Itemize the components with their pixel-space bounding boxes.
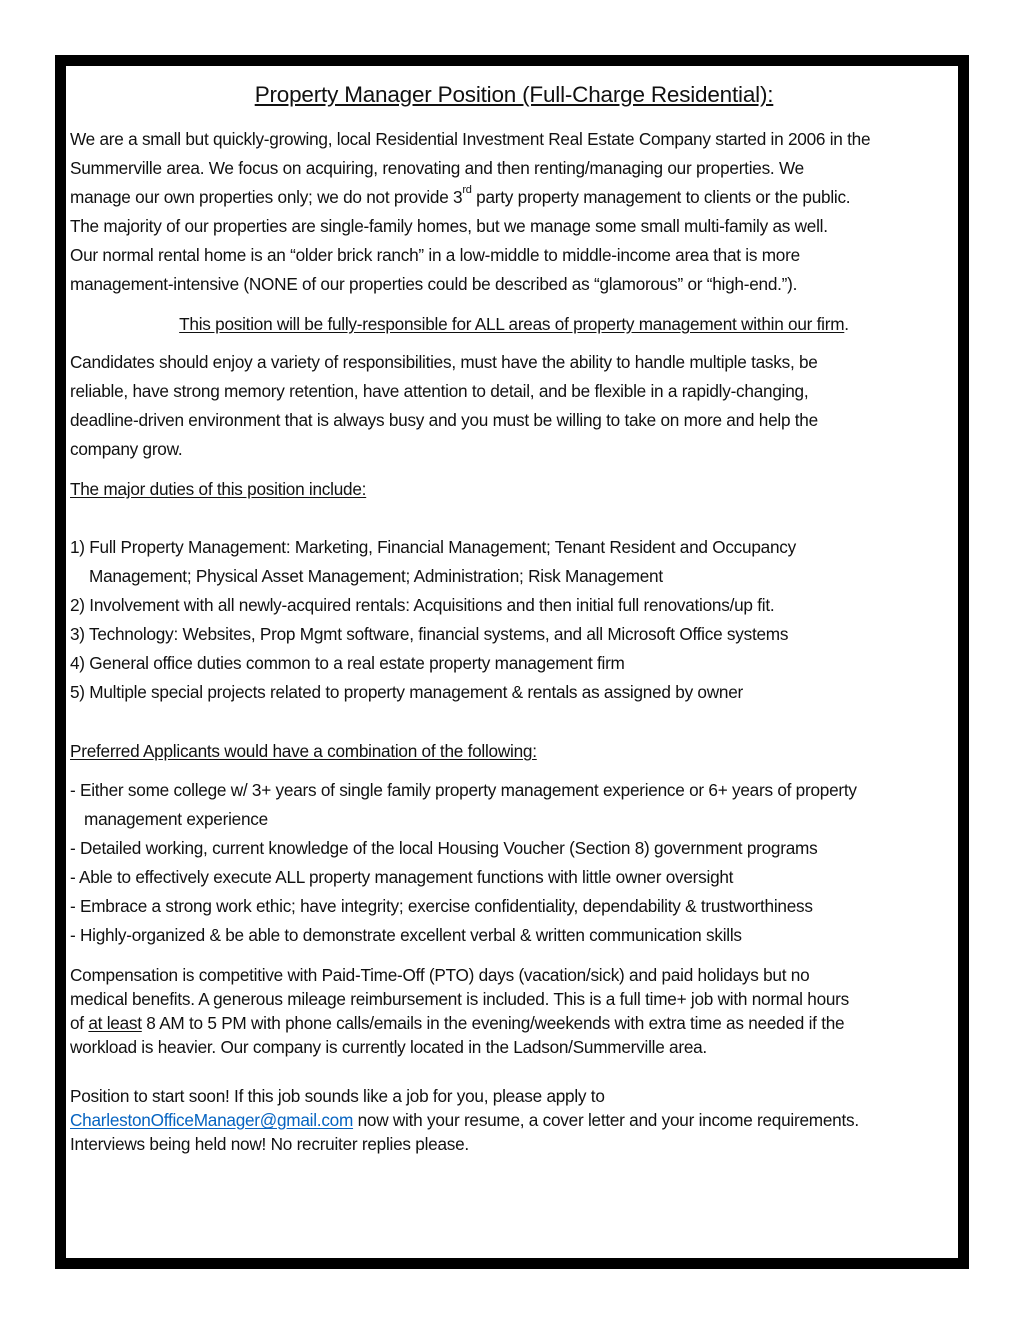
apply-line-1: Position to start soon! If this job sounds like a job for you, please apply to (70, 1086, 605, 1106)
duty-item-5: 5) Multiple special projects related to property management & rentals as assigned by owner (70, 682, 743, 702)
preferred-item-3: - Able to effectively execute ALL property management functions with little owner oversight (70, 867, 734, 887)
candidates-line-1: Candidates should enjoy a variety of responsibilities, must have the ability to handle multiple tasks, be (70, 352, 818, 372)
preferred-heading: Preferred Applicants would have a combination of the following: (70, 741, 537, 761)
compensation-line-2: medical benefits. A generous mileage reimbursement is included. This is a full time+ job with normal hours (70, 989, 850, 1009)
intro-line-3-end: party property management to clients or the public. (471, 187, 851, 207)
candidates-line-4: company grow. (70, 439, 183, 459)
responsibility-statement-text: This position will be fully-responsible for ALL areas of property management within our firm (179, 314, 845, 334)
duty-item-3: 3) Technology: Websites, Prop Mgmt software, financial systems, and all Microsoft Office systems (70, 624, 789, 644)
compensation-line-3-start: of (70, 1013, 89, 1033)
preferred-item-1: - Either some college w/ 3+ years of single family property management experience or 6+ years of property (70, 780, 857, 800)
intro-line-1: We are a small but quickly-growing, local Residential Investment Real Estate Company started in 2006 in the (70, 129, 871, 149)
compensation-line-4: workload is heavier. Our company is currently located in the Ladson/Summerville area. (70, 1037, 707, 1057)
candidates-line-3: deadline-driven environment that is always busy and you must be willing to take on more and help the (70, 410, 818, 430)
ordinal-superscript: rd (462, 184, 472, 196)
document-border-frame (55, 55, 969, 1269)
duty-item-1: 1) Full Property Management: Marketing, Financial Management; Tenant Resident and Occupancy (70, 537, 796, 557)
preferred-item-1-continued: management experience (84, 809, 268, 829)
apply-line-3: Interviews being held now! No recruiter replies please. (70, 1134, 469, 1154)
intro-line-2: Summerville area. We focus on acquiring, renovating and then renting/managing our properties. We (70, 158, 804, 178)
preferred-item-4: - Embrace a strong work ethic; have integrity; exercise confidentiality, dependability & trustworthiness (70, 896, 813, 916)
compensation-line-3 (70, 1013, 844, 1034)
intro-line-3-start: manage our own properties only; we do not provide 3 (70, 187, 463, 207)
apply-line-2 (70, 1110, 859, 1131)
compensation-line-1: Compensation is competitive with Paid-Time-Off (PTO) days (vacation/sick) and paid holidays but no (70, 965, 810, 985)
duties-heading: The major duties of this position include: (70, 479, 367, 499)
duty-item-4: 4) General office duties common to a real estate property management firm (70, 653, 625, 673)
apply-line-2-rest: now with your resume, a cover letter and your income requirements. (353, 1110, 859, 1130)
intro-line-3 (70, 184, 851, 208)
intro-line-4: The majority of our properties are single-family homes, but we manage some small multi-family as well. (70, 216, 828, 236)
email-link[interactable]: CharlestonOfficeManager@gmail.com (70, 1110, 354, 1130)
intro-line-5: Our normal rental home is an “older brick ranch” in a low-middle to middle-income area that is more (70, 245, 800, 265)
preferred-item-5: - Highly-organized & be able to demonstrate excellent verbal & written communication skills (70, 925, 742, 945)
responsibility-period: . (844, 314, 849, 334)
responsibility-statement (70, 314, 958, 335)
candidates-line-2: reliable, have strong memory retention, have attention to detail, and be flexible in a rapidly-changing, (70, 381, 809, 401)
duty-item-2: 2) Involvement with all newly-acquired rentals: Acquisitions and then initial full renovations/up fit. (70, 595, 775, 615)
at-least-emphasis: at least (88, 1013, 142, 1033)
intro-line-6: management-intensive (NONE of our properties could be described as “glamorous” or “high-end.”). (70, 274, 798, 294)
page-title: Property Manager Position (Full-Charge Residential): (254, 82, 774, 107)
duty-item-1-continued: Management; Physical Asset Management; Administration; Risk Management (89, 566, 663, 586)
preferred-item-2: - Detailed working, current knowledge of the local Housing Voucher (Section 8) government programs (70, 838, 818, 858)
compensation-line-3-end: 8 AM to 5 PM with phone calls/emails in the evening/weekends with extra time as needed if the (141, 1013, 845, 1033)
